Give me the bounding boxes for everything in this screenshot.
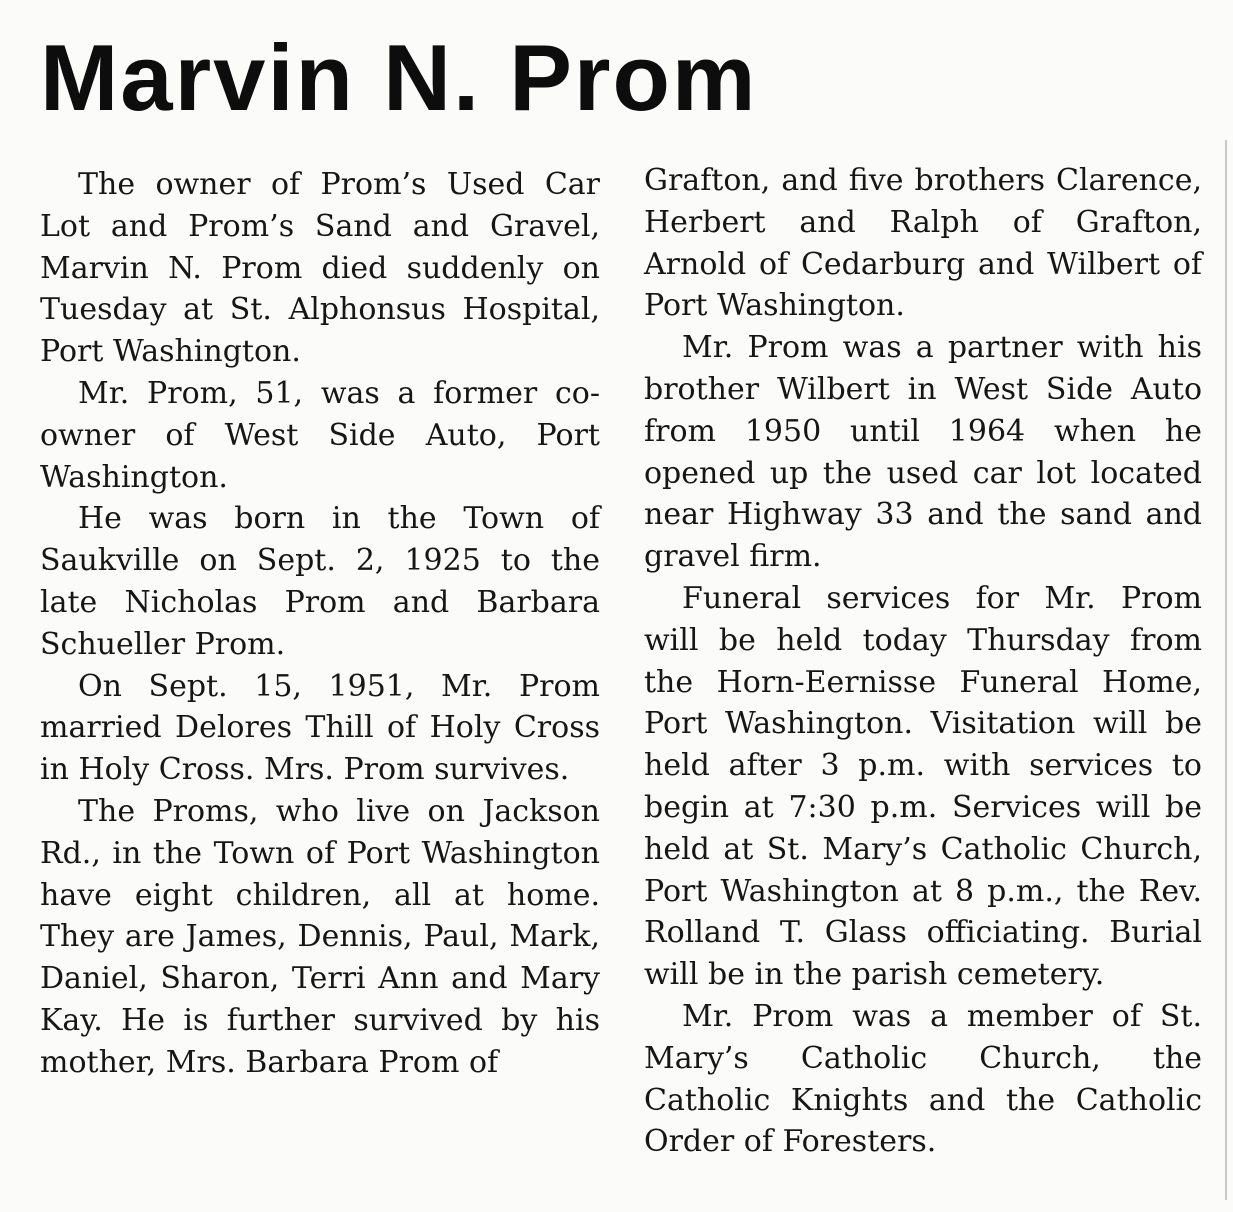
paragraph-brothers-continued: Grafton, and five brothers Clarence, Herbert and Ralph of Grafton, Arnold of Cedarburg and Wilbert of Port Washington. [644, 163, 1202, 324]
obituary-headline: Marvin N. Prom [40, 25, 758, 130]
clipping-edge-divider [1225, 140, 1227, 1200]
paragraph-memberships: Mr. Prom was a member of St. Mary’s Catholic Church, the Catholic Knights and the Catholic Order of Foresters. [644, 998, 1202, 1160]
paragraph-marriage: On Sept. 15, 1951, Mr. Prom married Delores Thill of Holy Cross in Holy Cross. Mrs. Prom survives. [40, 668, 600, 788]
left-text-column [40, 164, 600, 1084]
paragraph-funeral-services: Funeral services for Mr. Prom will be held today Thursday from the Horn-Eernisse Funeral Home, Port Washington. Visitation will be held after 3 p.m. with services to begin at 7:30 p.m. Services will be held at St. Mary’s Catholic Church, Port Washington at 8 p.m., the Rev. Rolland T. Glass officiating. Burial will be in the parish cemetery. [644, 580, 1202, 993]
right-text-column [644, 160, 1202, 1163]
paragraph-former-co-owner: Mr. Prom, 51, was a former co-owner of West Side Auto, Port Washington. [40, 375, 600, 495]
paragraph-children: The Proms, who live on Jackson Rd., in the Town of Port Washington have eight children, all at home. They are James, Dennis, Paul, Mark, Daniel, Sharon, Terri Ann and Mary Kay. He is further survived by his mother, Mrs. Barbara Prom of [40, 793, 600, 1080]
paragraph-birth: He was born in the Town of Saukville on Sept. 2, 1925 to the late Nicholas Prom and Barbara Schueller Prom. [40, 501, 600, 662]
paragraph-partnership: Mr. Prom was a partner with his brother Wilbert in West Side Auto from 1950 until 1964 when he opened up the used car lot located near Highway 33 and the sand and gravel firm. [644, 330, 1202, 575]
paragraph-business-owner: The owner of Prom’s Used Car Lot and Prom’s Sand and Gravel, Marvin N. Prom died suddenly on Tuesday at St. Alphonsus Hospital, Port Washington. [40, 167, 600, 370]
